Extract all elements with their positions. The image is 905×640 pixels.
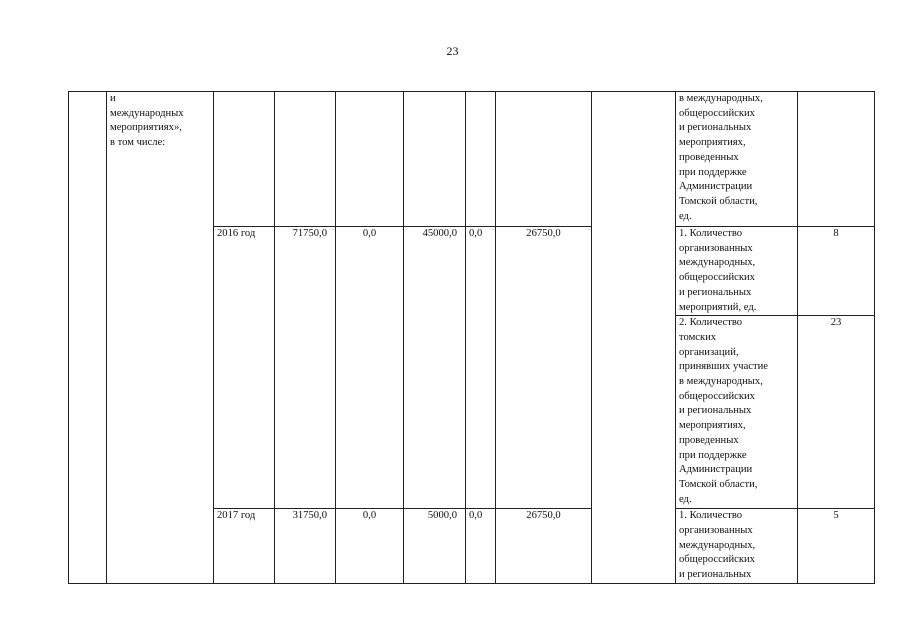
indicator-line: мероприятий, ед.: [679, 301, 757, 313]
regional-cell: 5000,0: [404, 509, 466, 584]
indicator-name-cell: [676, 509, 798, 584]
indicator-line: ед.: [679, 493, 692, 505]
indicator-name-cell: [676, 316, 798, 509]
indicator-line: в международных,: [679, 93, 763, 104]
indicator-value-cell: [798, 92, 875, 227]
indicator-value-cell: 23: [798, 316, 875, 509]
indicator-line: Администрации: [679, 464, 753, 476]
indicator-line: ед.: [679, 210, 692, 222]
activity-name-line: в том числе:: [110, 137, 166, 149]
indicator-name-cell: [676, 227, 798, 316]
indicator-line: общероссийских: [679, 554, 755, 566]
local-cell: 0,0: [466, 509, 496, 584]
activity-name-line: и: [110, 93, 116, 104]
other-sources-cell: [496, 92, 592, 227]
federal-cell: 0,0: [336, 509, 404, 584]
indicator-value-cell: 8: [798, 227, 875, 316]
indicator-line: международных,: [679, 257, 756, 269]
federal-cell: 0,0: [336, 227, 404, 509]
year-cell: 2016 год: [214, 227, 275, 509]
other-sources-cell: 26750,0: [496, 509, 592, 584]
indicator-value-cell: 5: [798, 509, 875, 584]
indicator-line: 1. Количество: [679, 228, 743, 239]
local-cell: [466, 92, 496, 227]
indicator-line: организаций,: [679, 346, 739, 358]
year-cell: [214, 92, 275, 227]
indicator-line: мероприятиях,: [679, 137, 746, 149]
indicator-line: принявших участие: [679, 361, 768, 373]
activity-name-line: мероприятиях»,: [110, 122, 182, 134]
total-cell: [275, 92, 336, 227]
regional-cell: [404, 92, 466, 227]
number-cell: [69, 92, 107, 584]
indicator-line: томских: [679, 331, 717, 343]
indicator-line: при поддержке: [679, 166, 747, 178]
indicator-line: и региональных: [679, 122, 752, 134]
indicator-line: Томской области,: [679, 195, 758, 207]
local-cell: 0,0: [466, 227, 496, 509]
indicator-line: при поддержке: [679, 449, 747, 461]
indicator-line: и региональных: [679, 569, 752, 581]
indicator-line: общероссийских: [679, 107, 755, 119]
indicator-line: 2. Количество: [679, 317, 743, 329]
table-row: [69, 92, 875, 227]
total-cell: 71750,0: [275, 227, 336, 509]
indicator-line: проведенных: [679, 151, 739, 163]
year-cell: 2017 год: [214, 509, 275, 584]
indicator-line: общероссийских: [679, 390, 755, 402]
indicator-line: Администрации: [679, 181, 753, 193]
indicator-line: мероприятиях,: [679, 420, 746, 432]
page-number: 23: [446, 44, 459, 58]
indicator-line: организованных: [679, 524, 753, 536]
regional-cell: 45000,0: [404, 227, 466, 509]
federal-cell: [336, 92, 404, 227]
indicator-line: организованных: [679, 242, 753, 254]
total-cell: 31750,0: [275, 509, 336, 584]
indicator-line: общероссийских: [679, 272, 755, 284]
program-funding-table: [68, 91, 875, 584]
indicator-line: в международных,: [679, 376, 763, 388]
indicator-line: и региональных: [679, 286, 752, 298]
indicator-line: международных,: [679, 539, 756, 551]
executor-cell: [592, 92, 676, 584]
indicator-line: 1. Количество: [679, 510, 743, 522]
indicator-line: проведенных: [679, 434, 739, 446]
activity-name-line: международных: [110, 107, 184, 119]
other-sources-cell: 26750,0: [496, 227, 592, 509]
activity-name-cell: [107, 92, 214, 584]
indicator-line: и региональных: [679, 405, 752, 417]
indicator-name-cell: [676, 92, 798, 227]
indicator-line: Томской области,: [679, 478, 758, 490]
